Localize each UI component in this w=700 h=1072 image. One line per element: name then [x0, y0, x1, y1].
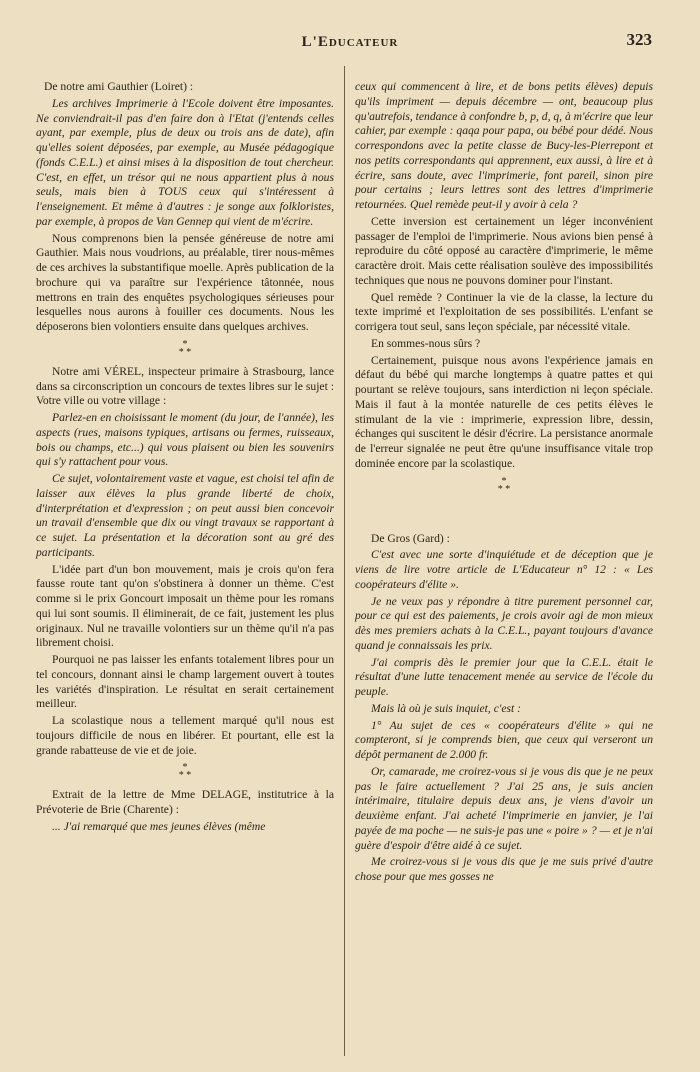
verel-quote-1: Parlez-en en choisissant le moment (du jour, de l'année), les aspects (rues, maisons typiques, artisans ou fermes, ruisseaux, bois ou champs, etc...) qui vous plaisent ou bien les souvenirs qui s'y rattachent pour vous. — [36, 411, 334, 469]
delage-heading: Extrait de la lettre de Mme DELAGE, institutrice à la Prévoterie de Brie (Charente) : — [36, 788, 334, 816]
delage-reply-4: Certainement, puisque nous avons l'expérience jamais en défaut du bébé qui marche longtemps à quatre pattes et qui pourtant se relève toujours, sans interdiction ni leçon spéciale. Mais il faut à la montée naturelle de ces petits élèves le stimulant de la vie : imprimerie, expression libre, dessin, échanges qui suscitent le désir d'écrire. La persistance anormale de l'erreur signalée ne peut être qu'une insuffisance vitale trop dominée encore par la scolastique. — [355, 353, 653, 470]
delage-reply-1: Cette inversion est certainement un léger inconvénient passager de l'emploi de l'imprimerie. Nous avions bien pensé à reproduire du côté opposé au caractère d'imprimerie, le même caractère droit. Mais cette réalisation soulève des impossibilités techniques que nous ne pouvons dominer pour l'instant. — [355, 214, 653, 287]
gauthier-heading: De notre ami Gauthier (Loiret) : — [44, 80, 194, 93]
delage-reply-3: En sommes-nous sûrs ? — [371, 336, 481, 350]
column-divider — [344, 66, 345, 1056]
right-column — [355, 80, 653, 887]
verel-quote-2: Ce sujet, volontairement vaste et vague, est choisi tel afin de laisser aux élèves la plus grande liberté de choix, d'interprétation et d'expression ; on peut aussi bien concevoir un travail d'ensemble que dix ou vingt travaux se rapportant à ce sujet. La présentation et la décoration sont au gré des participants. — [36, 472, 334, 559]
section-separator: * * * — [178, 338, 192, 358]
gros-quote-4: Mais là où je suis inquiet, c'est : — [371, 701, 521, 715]
gros-quote-7: Me croirez-vous si je vous dis que je me suis privé d'autre chose pour que mes gosses ne — [355, 855, 653, 883]
verel-reply-3: La scolastique nous a tellement marqué qu'il nous est toujours difficile de nous en libérer. Et pourtant, elle est la grande rabatteuse de vie et de joie. — [36, 714, 334, 757]
gros-quote-3: J'ai compris dès le premier jour que la C.E.L. était le résultat d'une lutte tenacement menée au service de l'école du peuple. — [355, 655, 653, 698]
verel-heading: Notre ami VÉREL, inspecteur primaire à Strasbourg, lance dans sa circonscription un concours de textes libres sur le sujet : Votre ville ou votre village : — [36, 364, 334, 408]
gros-quote-2: Je ne veux pas y répondre à titre purement personnel car, pour ce qui est des paiements, je crois avoir agi de mon mieux dès mes premiers achats à la C.E.L., payant toujours d'avance quand je connaissais les prix. — [355, 594, 653, 652]
page-header — [0, 30, 700, 52]
verel-reply-1: L'idée part d'un bon mouvement, mais je crois qu'on fera fausse route tant qu'on s'obstinera à donner un thème. C'est comme si le prix Goncourt imposait un thème pour les romans qui lui sont soumis. Il éliminerait, de ce fait, justement les plus originaux. Nul ne travaille volontiers sur un thème qu'il n'a pas librement choisi. — [36, 562, 334, 650]
gros-quote-6: Or, camarade, me croirez-vous si je vous dis que je ne peux pas le faire actuellement ? J'ai 25 ans, je suis ancien intérimaire, titulaire depuis deux ans, je viens d'avoir un deuxième enfant. J'ai acheté l'imprimerie en janvier, je l'ai payée de ma poche — ne suis-je pas une « poire » ? — et je n'ai guère d'espoir d'être aidé à ce sujet. — [355, 764, 653, 852]
delage-quote-cont: ceux qui commencent à lire, et de bons petits élèves) depuis qu'ils impriment — depuis décembre — ont, beaucoup plus qu'autrefois, tendance à confondre b, p, d, q, à m'écrire que leur cahier, par exemple : qaqa pour papa, ou bébé pour dédé. Nous correspondons avec la petite classe de Bucy-les-Pierrepont et nos petits correspondants qui apprennent, eux aussi, à lire et à écrire, sans doute, avec l'imprimerie, font pareil, sinon pire pour certains ; leurs lettres sont des lettres d'imprimerie retournées. Quel remède peut-il y avoir à cela ? — [355, 80, 653, 211]
left-column — [36, 80, 334, 837]
spacer — [355, 502, 653, 532]
gros-heading: De Gros (Gard) : — [371, 531, 450, 545]
delage-reply-2: Quel remède ? Continuer la vie de la classe, la lecture du texte imprimé et l'exploitation de ses possibilités. L'enfant se corrigera tout seul, sans leçon spéciale, par nécessité vitale. — [355, 290, 653, 333]
page-number: 323 — [626, 30, 652, 49]
verel-reply-2: Pourquoi ne pas laisser les enfants totalement libres pour un tel concours, donnant ainsi le champ largement ouvert à toutes les variétés d'inspiration. Le résultat en serait certainement meilleur. — [36, 653, 334, 711]
gros-quote-1: C'est avec une sorte d'inquiétude et de déception que je viens de lire votre article de L'Educateur n° 12 : « Les coopérateurs d'élite ». — [355, 548, 653, 591]
gros-quote-5: 1° Au sujet de ces « coopérateurs d'élite » qui ne compteront, si je comprends bien, que ceux qui verseront un dépôt permanent de 2.000 fr. — [355, 718, 653, 761]
gauthier-quote: Les archives Imprimerie à l'Ecole doivent être imposantes. Ne conviendrait-il pas d'en faire don à l'Etat (j'entends celles ayant, par exemple, plus de deux ou trois ans de date), afin qu'elles soient déposées, par exemple, au Musée pédagogique (fonds C.E.L.) et ainsi mises à la disposition de tout chercheur. C'est, en effet, un trésor qui ne nous appartient plus à nous seuls, mais bien à TOUS ceux qui s'intéressent à l'enseignement. Et même à d'autres : je songe aux folkloristes, par exemple, à propos de Van Gennep qui vient de m'écrire. — [36, 96, 334, 228]
running-title: L'Educateur — [301, 34, 399, 50]
section-separator: * * * — [178, 762, 192, 782]
gauthier-reply: Nous comprenons bien la pensée généreuse de notre ami Gauthier. Mais nous voudrions, au préalable, tirer nous-mêmes de ces archives la substantifique moelle. Après publication de la brochure qui va paraître sur l'expérience tâtonnée, nous mettrons en train des enquêtes psychologiques sérieuses pour lesquelles nous aurons à fouiller ces documents. Nous les déposerons bien volontiers ensuite dans quelques archives. — [36, 231, 334, 333]
section-separator: * * * — [497, 475, 511, 495]
delage-quote-start: ... J'ai remarqué que mes jeunes élèves (même — [52, 819, 266, 833]
